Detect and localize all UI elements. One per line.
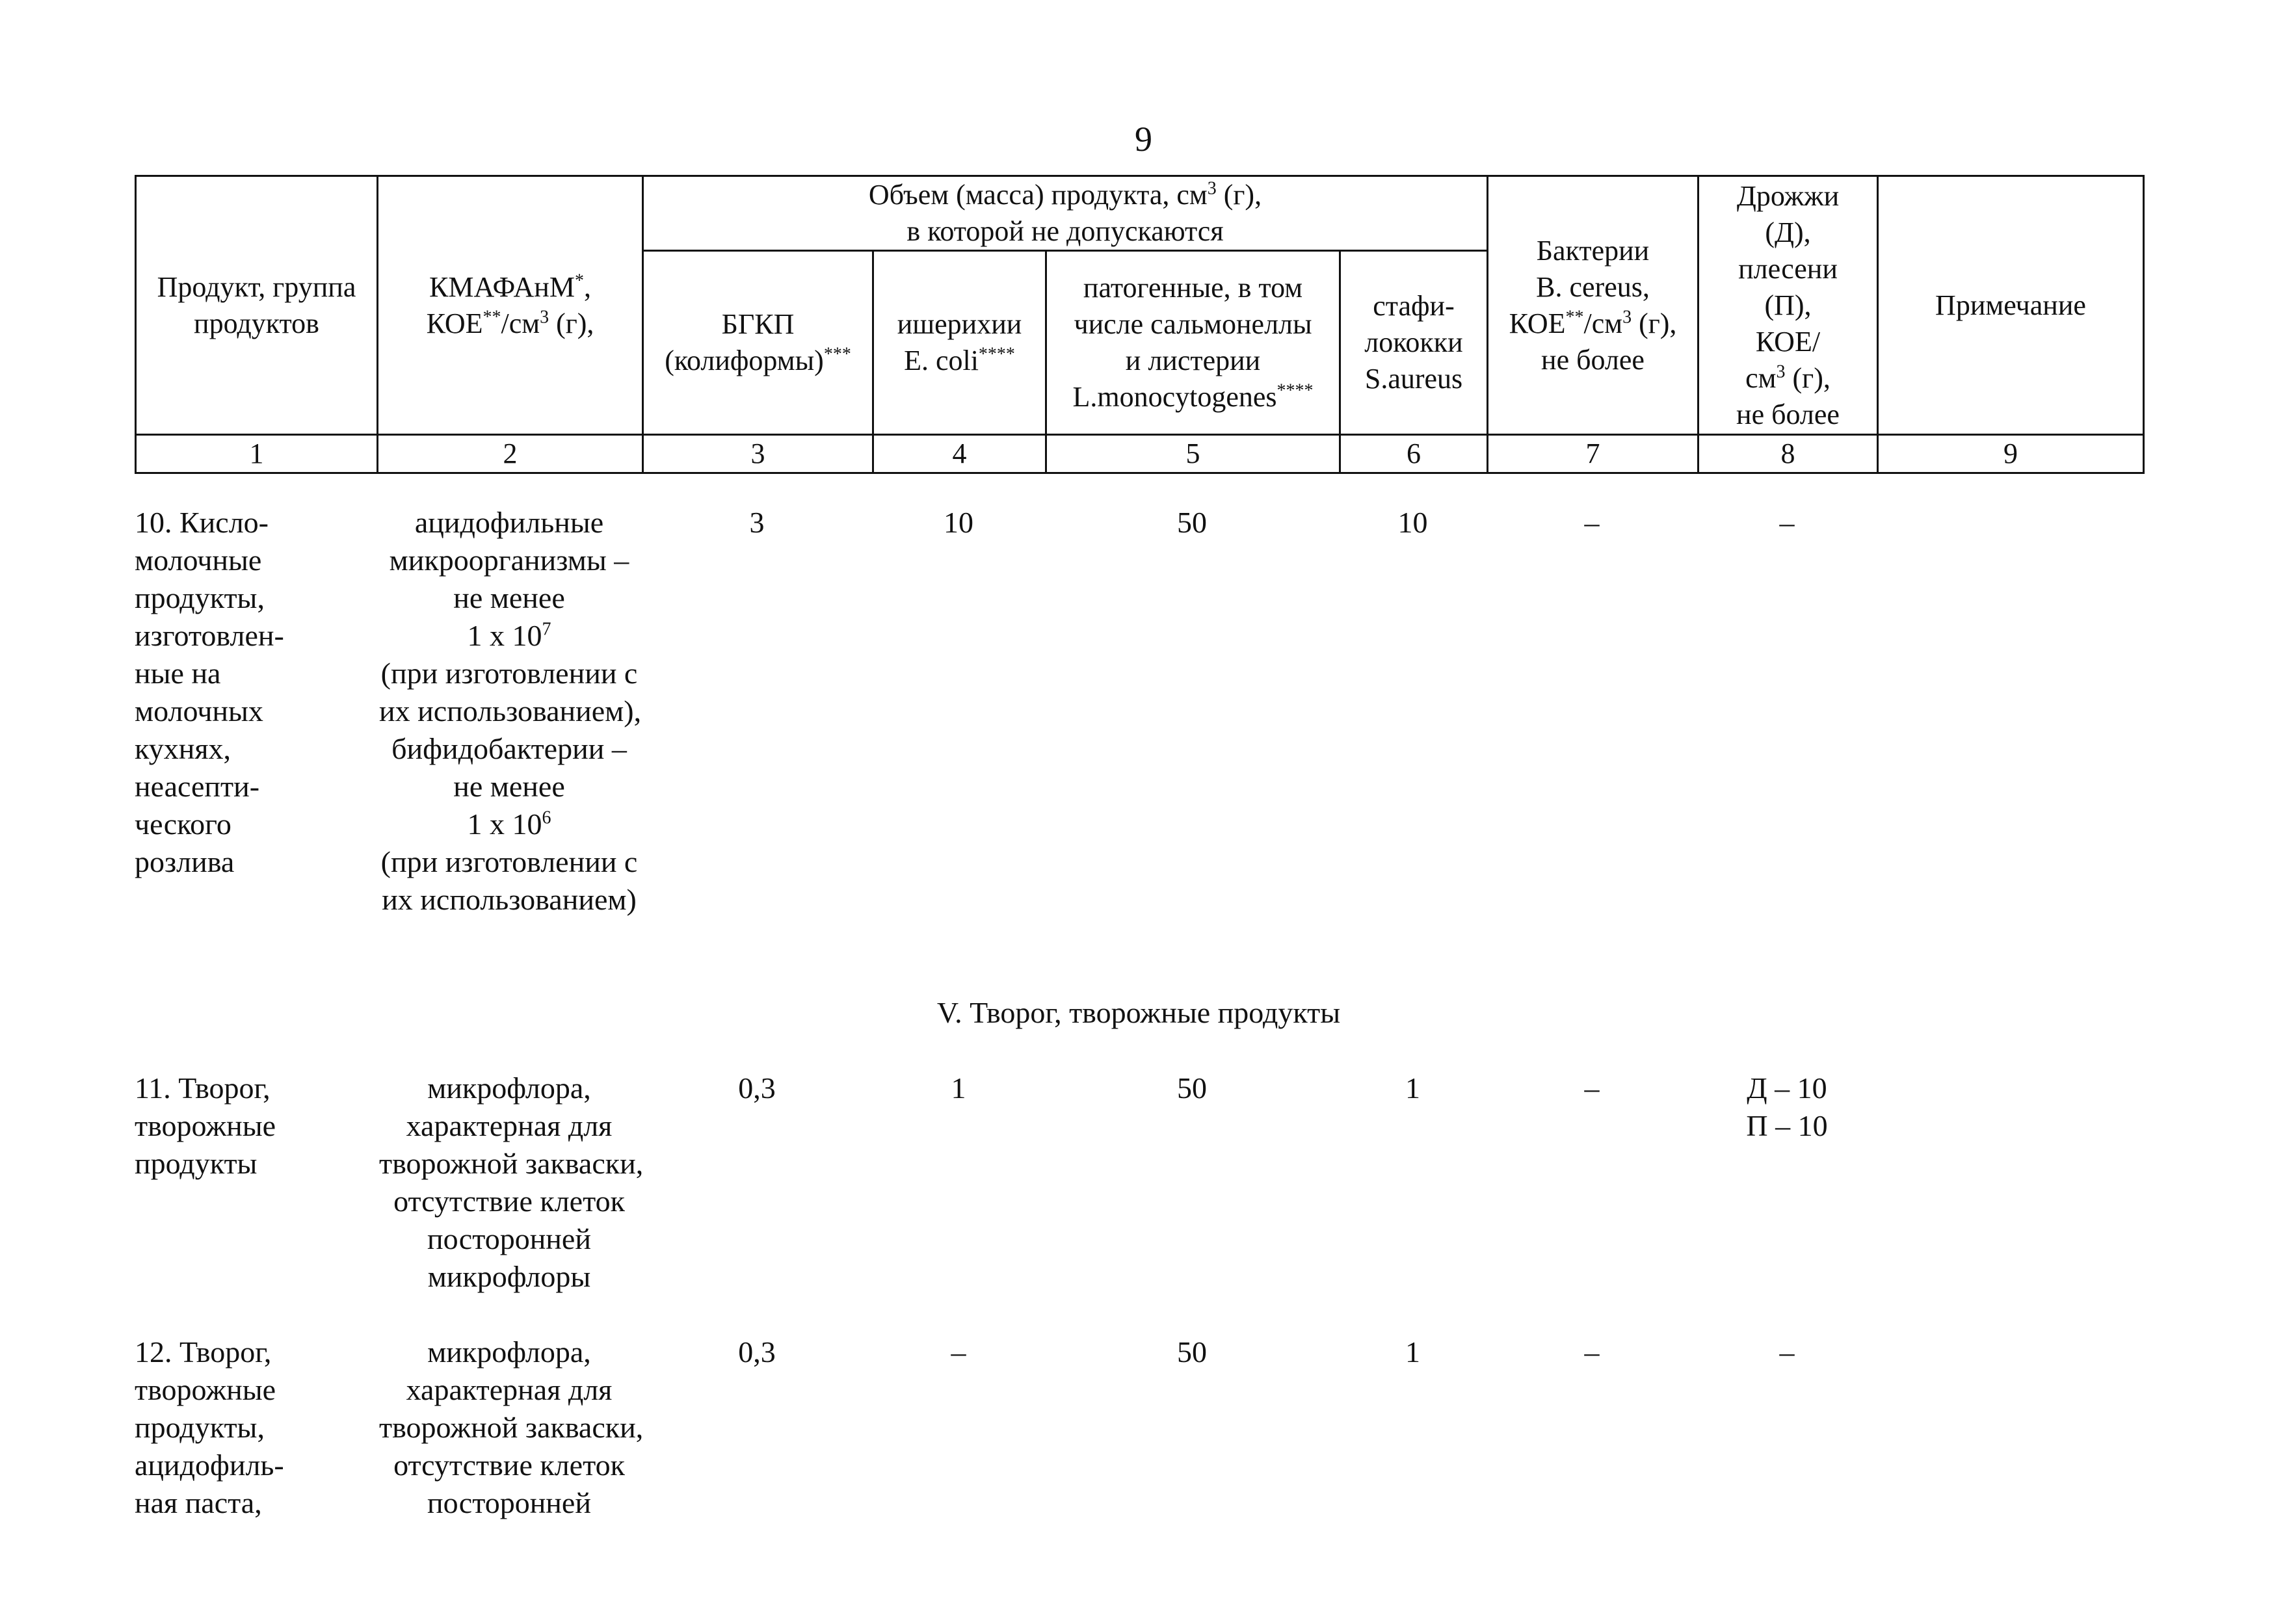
cell-ecoli: 1 bbox=[951, 1071, 966, 1105]
column-number: 5 bbox=[1046, 435, 1340, 473]
table-header bbox=[135, 175, 2145, 474]
cell-yeast: – bbox=[1779, 506, 1795, 539]
header-col-ecoli: ишерихии E. coli**** bbox=[873, 251, 1046, 435]
header-col-kmafanm: КМАФАнМ*, $КОЕ^{**}/см^3$ (г), bbox=[378, 176, 643, 435]
page-number: 9 bbox=[1135, 120, 1152, 159]
cell-product: 10. Кисло- молочные продукты, изготовлен- ные на молочных кухнях, неасепти- ческого розлива bbox=[135, 506, 284, 878]
cell-ecoli: – bbox=[951, 1335, 966, 1369]
cell-staph: 1 bbox=[1405, 1335, 1420, 1369]
cell-pathogens: 50 bbox=[1177, 1335, 1207, 1369]
column-number: 7 bbox=[1488, 435, 1699, 473]
column-number: 4 bbox=[873, 435, 1046, 473]
header-group-volume: Объем (масса) продукта, $см^3$ (г), в которой не допускаются bbox=[643, 176, 1488, 251]
column-number: 8 bbox=[1699, 435, 1878, 473]
section-title: V. Творог, творожные продукты bbox=[936, 996, 1341, 1029]
column-number: 9 bbox=[1878, 435, 2144, 473]
cell-kmafanm: микрофлора, характерная для творожной закваски, отсутствие клеток посторонней bbox=[379, 1335, 644, 1519]
cell-bgkp: 0,3 bbox=[738, 1335, 776, 1369]
cell-bcereus: – bbox=[1584, 1335, 1600, 1369]
cell-yeast: – bbox=[1779, 1335, 1795, 1369]
cell-bgkp: 0,3 bbox=[738, 1071, 776, 1105]
table-row bbox=[135, 1333, 2143, 1522]
column-numbers-row bbox=[136, 435, 2144, 473]
header-col-staph: стафи- лококки S.aureus bbox=[1340, 251, 1488, 435]
column-number: 6 bbox=[1340, 435, 1488, 473]
header-col-bcereus: Бактерии B. cereus, $КОЕ^{**}/см^3$ (г), не более bbox=[1488, 176, 1699, 435]
header-col-pathogens: патогенные, в том числе сальмонеллы и листерии L.monocytogenes**** bbox=[1046, 251, 1340, 435]
cell-kmafanm: ацидофильные микроорганизмы – не менее 1 x $10^7$ (при изготовлении с их использованием), бифидобактерии – не менее 1 x $10^6$ (при изготовлении с их использованием) bbox=[379, 506, 642, 916]
cell-bgkp: 3 bbox=[749, 506, 765, 539]
cell-kmafanm: микрофлора, характерная для творожной закваски, отсутствие клеток посторонней микрофлоры bbox=[379, 1071, 644, 1293]
header-col-product: Продукт, группа продуктов bbox=[136, 176, 378, 435]
header-col-bgkp: БГКП (колиформы)*** bbox=[643, 251, 873, 435]
cell-note bbox=[1877, 1333, 2143, 1522]
cell-staph: 1 bbox=[1405, 1071, 1420, 1105]
table-row bbox=[135, 504, 2143, 956]
column-number: 2 bbox=[378, 435, 643, 473]
cell-pathogens: 50 bbox=[1177, 506, 1207, 539]
cell-note bbox=[1877, 504, 2143, 956]
cell-product: 11. Творог, творожные продукты bbox=[135, 1071, 276, 1180]
header-col-note: Примечание bbox=[1878, 176, 2144, 435]
cell-bcereus: – bbox=[1584, 506, 1600, 539]
header-col-yeast: Дрожжи (Д), плесени (П), КОЕ/ $см^3$ (г), не более bbox=[1699, 176, 1878, 435]
cell-product: 12. Творог, творожные продукты, ацидофиль- ная паста, bbox=[135, 1335, 284, 1519]
table-body bbox=[135, 504, 2143, 1522]
cell-staph: 10 bbox=[1397, 506, 1428, 539]
cell-yeast: Д – 10 П – 10 bbox=[1746, 1071, 1828, 1142]
section-heading-row bbox=[135, 956, 2143, 1069]
cell-note bbox=[1877, 1069, 2143, 1333]
cell-pathogens: 50 bbox=[1177, 1071, 1207, 1105]
column-number: 1 bbox=[136, 435, 378, 473]
table-row bbox=[135, 1069, 2143, 1333]
cell-bcereus: – bbox=[1584, 1071, 1600, 1105]
cell-ecoli: 10 bbox=[944, 506, 973, 539]
column-number: 3 bbox=[643, 435, 873, 473]
